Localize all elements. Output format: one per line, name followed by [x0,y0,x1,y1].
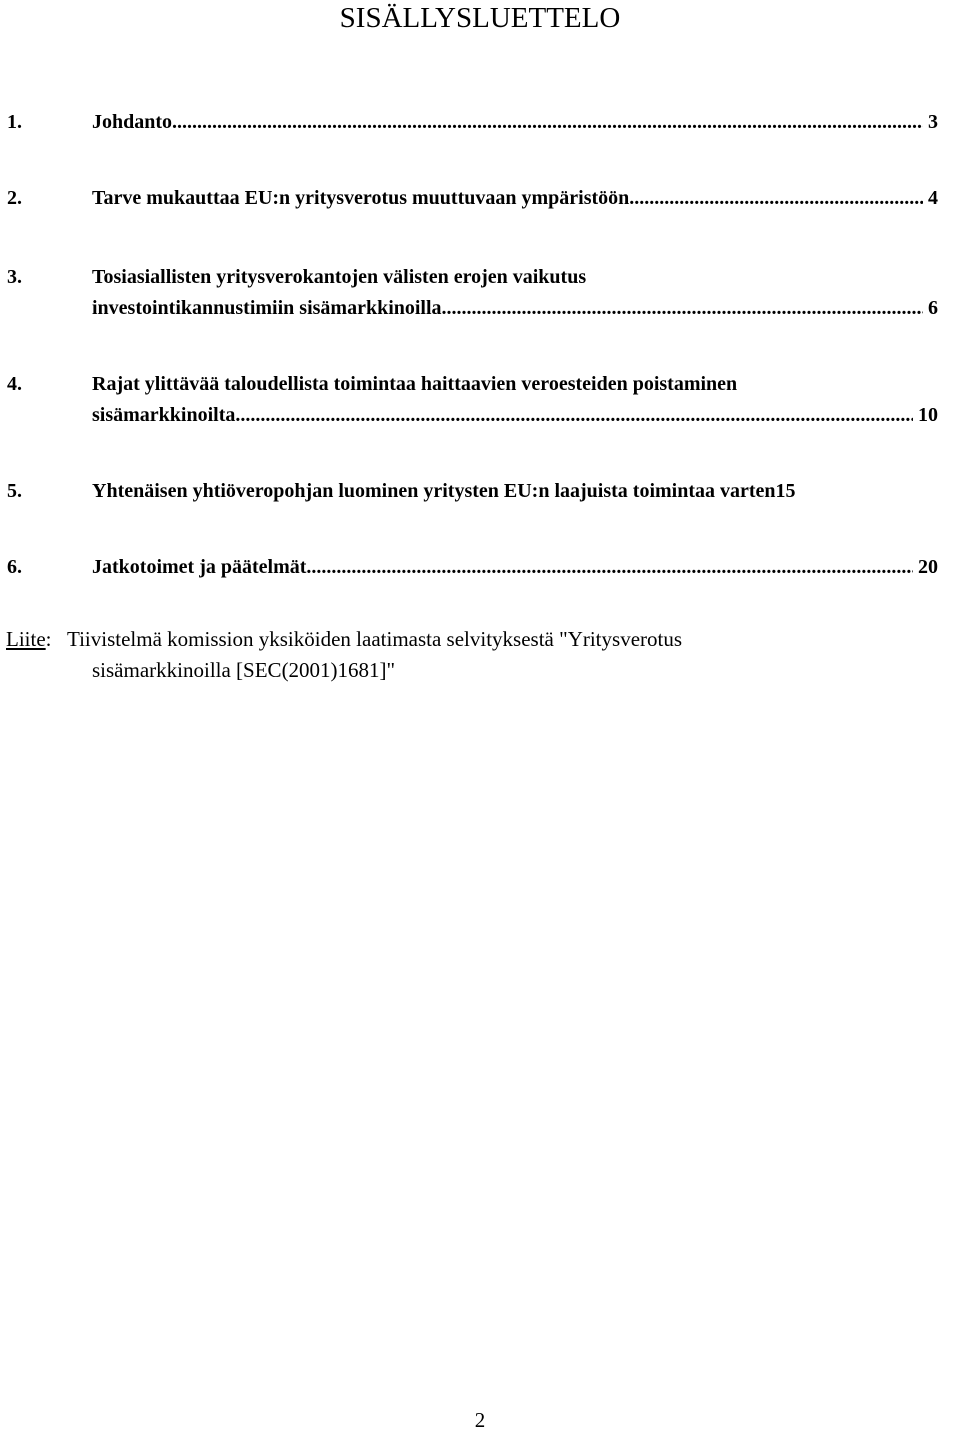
appendix-label-separator: : [45,627,52,651]
toc-entry-number: 1. [7,111,22,133]
toc-entry-number: 4. [7,373,22,395]
toc-leader-dots [235,400,913,431]
toc-entry-title-line-1: Rajat ylittävää taloudellista toimintaa haittaavien veroesteiden poistaminen [92,373,738,395]
toc-entry-page: 3 [928,111,938,133]
toc-entry-page: 6 [928,297,938,319]
toc-entry-number: 2. [7,187,22,209]
toc-entry-title: Jatkotoimet ja päätelmät [92,556,307,578]
toc-entry-number: 3. [7,266,22,288]
page-title: SISÄLLYSLUETTELO [339,2,621,34]
toc-entry-title-line-2: investointikannustimiin sisämarkkinoilla [92,297,442,319]
toc-entry-number: 6. [7,556,22,578]
toc-leader-dots [629,183,923,214]
toc-entry-title-line-2: sisämarkkinoilta [92,404,236,426]
appendix-label [6,624,52,655]
appendix-text-line-1: Tiivistelmä komission yksiköiden laatimasta selvityksestä "Yritysverotus [67,627,683,651]
toc-entry-title: Yhtenäisen yhtiöveropohjan luominen yritysten EU:n laajuista toimintaa varten [92,480,776,502]
toc-entry-page: 20 [918,556,938,578]
toc-entry-title-line-1: Tosiasiallisten yritysverokantojen välisten erojen vaikutus [92,266,587,288]
page-number: 2 [474,1408,486,1432]
appendix-text-line-2: sisämarkkinoilla [SEC(2001)1681]" [92,658,396,682]
toc-entry-page: 4 [928,187,938,209]
toc-entry-page: 10 [918,404,938,426]
toc-leader-dots [442,293,923,324]
appendix-label-text: Liite [6,627,46,651]
toc-entry-page: 15 [775,480,796,502]
toc-entry-number: 5. [7,480,22,502]
toc-leader-dots [306,552,913,583]
toc-entry-title: Tarve mukauttaa EU:n yritysverotus muuttuvaan ympäristöön [92,187,630,209]
toc-leader-dots [172,107,923,138]
toc-entry-title: Johdanto [92,111,173,133]
